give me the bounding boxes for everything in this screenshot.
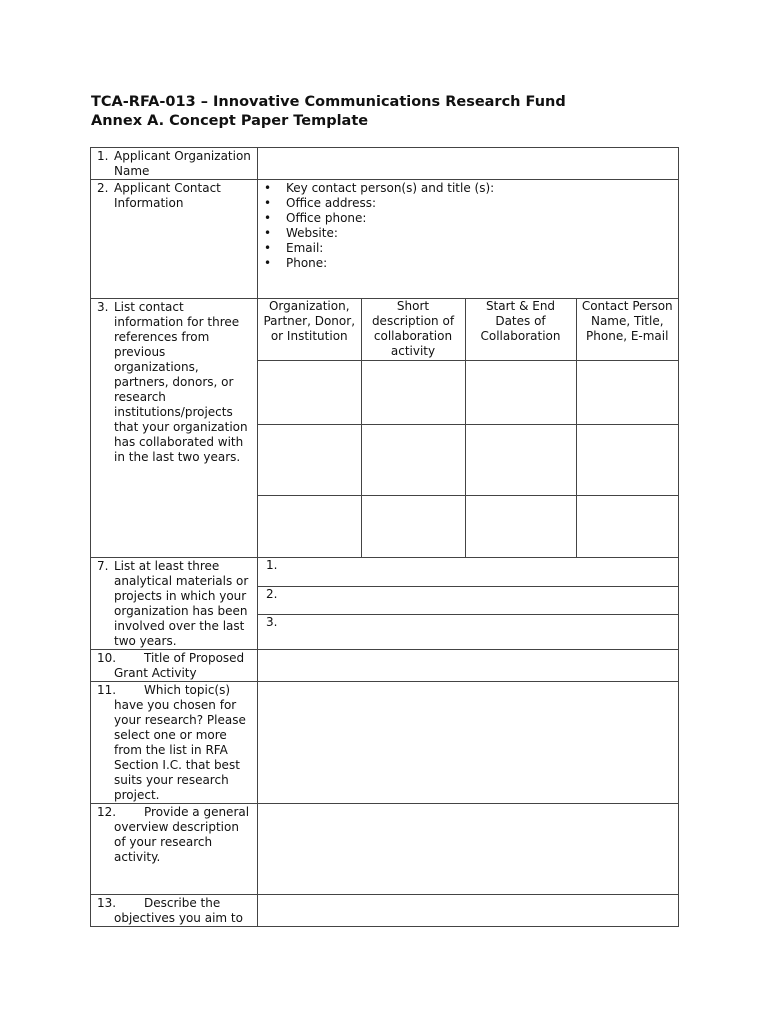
label-cell [91, 558, 258, 650]
row-number: 3. [97, 300, 109, 314]
bullet-icon: • [264, 181, 272, 195]
column-header: Start & End Dates of Collaboration [465, 299, 576, 360]
row-title-of-grant-activity [91, 650, 679, 682]
material-item-1[interactable]: 1. [258, 558, 678, 586]
title-line-1: TCA-RFA-013 – Innovative Communications Research Fund [91, 94, 566, 110]
label-cell [91, 299, 258, 558]
row-number: 7. [97, 559, 109, 573]
contact-bullet-list [258, 180, 678, 271]
row-general-overview [91, 804, 679, 895]
overview-field[interactable] [258, 804, 679, 895]
label-cell [91, 895, 258, 927]
reference-row [258, 495, 678, 557]
reference-row [258, 360, 678, 424]
reference-cell[interactable] [258, 424, 361, 495]
row-label: Which topic(s) have you chosen for your research? Please select one or more from the list in RFA Section I.C. that best suits your research project. [114, 683, 246, 802]
objectives-field[interactable] [258, 895, 679, 927]
row-objectives [91, 895, 679, 927]
contact-item-email: • Email: [264, 241, 324, 255]
row-label: Describe the objectives you aim to [114, 896, 243, 925]
title-line-2: Annex A. Concept Paper Template [91, 113, 369, 129]
row-number: 2. [97, 181, 109, 195]
row-label: List contact information for three references from previous organizations, partners, donors, or research institutions/projects that your organization has collaborated with in the last two years. [114, 300, 248, 464]
contact-item-office-phone: • Office phone: [264, 211, 367, 225]
row-label: Provide a general overview description of your research activity. [114, 805, 250, 864]
row-research-topics [91, 682, 679, 804]
label-cell [91, 180, 258, 299]
material-item-3[interactable]: 3. [258, 614, 678, 647]
column-header: Short description of collaboration activity [361, 299, 465, 360]
reference-cell[interactable] [361, 360, 465, 424]
references-table [258, 299, 678, 557]
contact-item-office-address: • Office address: [264, 196, 377, 210]
reference-cell[interactable] [361, 495, 465, 557]
grant-title-field[interactable] [258, 650, 679, 682]
label-cell [91, 650, 258, 682]
row-references [91, 299, 679, 558]
reference-cell[interactable] [576, 424, 678, 495]
contact-information-field[interactable] [258, 180, 679, 299]
contact-item-phone: • Phone: [264, 256, 328, 270]
row-label: Applicant Organization Name [114, 149, 251, 178]
materials-list [258, 558, 678, 647]
reference-cell[interactable] [258, 360, 361, 424]
column-header: Organization, Partner, Donor, or Institution [258, 299, 361, 360]
row-number: 11. [97, 683, 117, 697]
bullet-icon: • [264, 196, 272, 210]
contact-item-website: • Website: [264, 226, 338, 240]
reference-cell[interactable] [576, 360, 678, 424]
reference-cell[interactable] [465, 360, 576, 424]
reference-cell[interactable] [465, 424, 576, 495]
materials-cell [258, 558, 679, 650]
bullet-icon: • [264, 211, 272, 225]
label-cell [91, 148, 258, 180]
row-number: 1. [97, 149, 109, 163]
reference-cell[interactable] [465, 495, 576, 557]
reference-cell[interactable] [361, 424, 465, 495]
contact-item-key-person: • Key contact person(s) and title (s): [264, 181, 495, 195]
reference-cell[interactable] [576, 495, 678, 557]
reference-cell[interactable] [258, 495, 361, 557]
row-label: Applicant Contact Information [114, 181, 221, 210]
research-topics-field[interactable] [258, 682, 679, 804]
document-title [91, 93, 566, 131]
row-number: 12. [97, 805, 117, 819]
row-number: 10. [97, 651, 117, 665]
row-analytical-materials [91, 558, 679, 650]
reference-row [258, 424, 678, 495]
label-cell [91, 682, 258, 804]
organization-name-field[interactable] [258, 148, 679, 180]
column-header: Contact Person Name, Title, Phone, E-mail [576, 299, 678, 360]
row-label: List at least three analytical materials or projects in which your organization has been involved over the last two years. [114, 559, 249, 648]
row-applicant-organization-name [91, 148, 679, 180]
concept-paper-form [90, 147, 679, 927]
row-number: 13. [97, 896, 117, 910]
bullet-icon: • [264, 256, 272, 270]
bullet-icon: • [264, 226, 272, 240]
material-item-2[interactable]: 2. [258, 586, 678, 614]
bullet-icon: • [264, 241, 272, 255]
row-label: Title of Proposed Grant Activity [114, 651, 245, 680]
references-cell [258, 299, 679, 558]
references-header-row [258, 299, 678, 360]
row-applicant-contact-information [91, 180, 679, 299]
label-cell [91, 804, 258, 895]
